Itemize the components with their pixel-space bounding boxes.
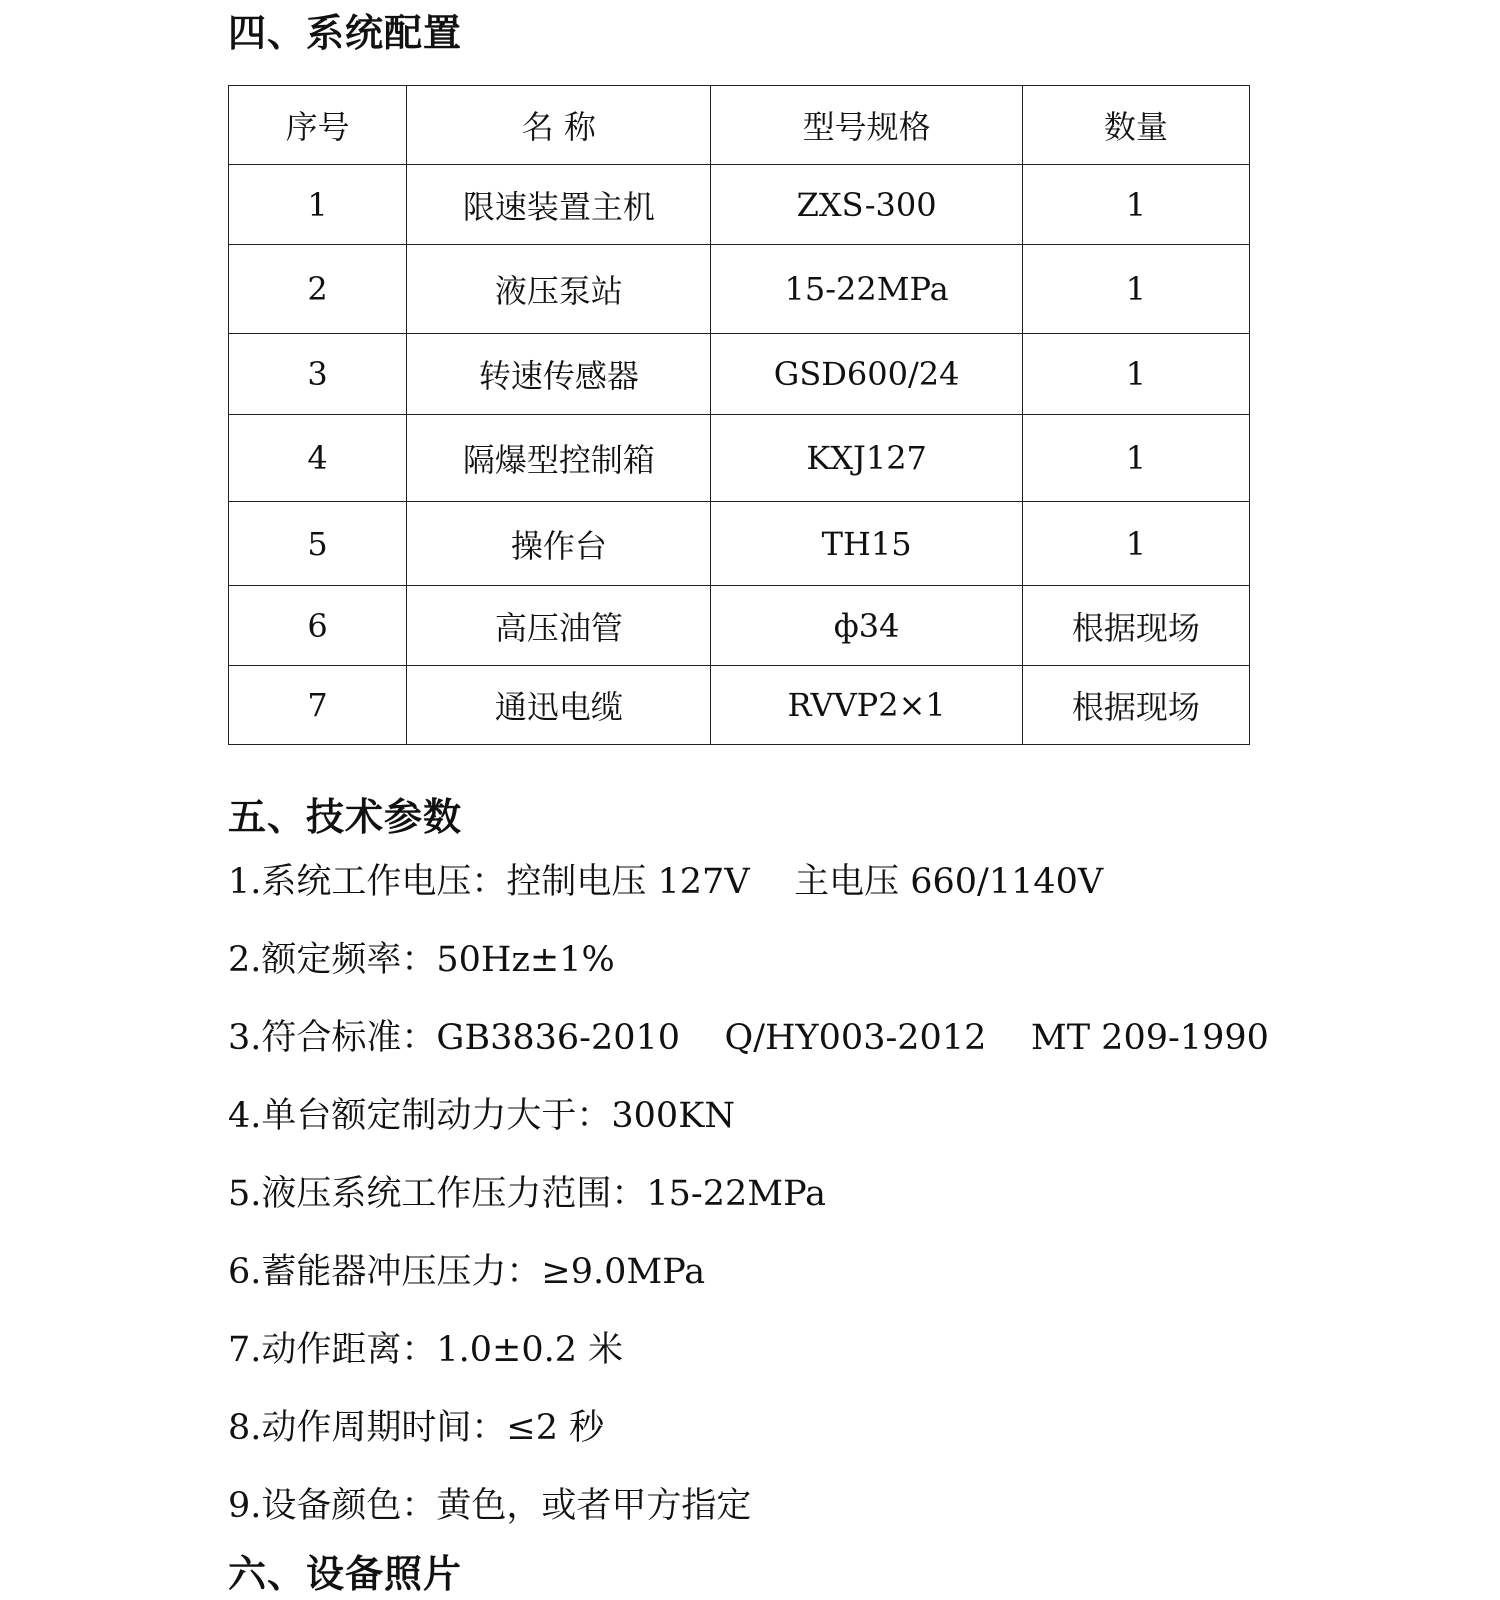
section-title-config: 四、系统配置: [228, 10, 463, 55]
cell-no: 4: [229, 415, 407, 502]
cell-name: 操作台: [407, 502, 711, 586]
header-no: 序号: [229, 86, 407, 165]
config-table: [228, 85, 1250, 745]
header-model: 型号规格: [711, 86, 1022, 165]
cell-qty: 1: [1022, 334, 1249, 415]
param-line: 3.符合标准：GB3836-2010 Q/HY003-2012 MT 209-1990: [228, 1018, 1269, 1058]
cell-qty: 1: [1022, 165, 1249, 245]
table-row: [229, 245, 1250, 334]
table-row: [229, 502, 1250, 586]
cell-name: 转速传感器: [407, 334, 711, 415]
cell-model: 15-22MPa: [711, 245, 1022, 334]
cell-model: RVVP2×1: [711, 666, 1022, 745]
cell-model: KXJ127: [711, 415, 1022, 502]
cell-no: 5: [229, 502, 407, 586]
table-row: [229, 666, 1250, 745]
table-row: [229, 586, 1250, 666]
cell-qty: 根据现场: [1022, 666, 1249, 745]
cell-model: GSD600/24: [711, 334, 1022, 415]
cell-model: ф34: [711, 586, 1022, 666]
section-title-params: 五、技术参数: [228, 794, 463, 839]
cell-no: 1: [229, 165, 407, 245]
cell-qty: 1: [1022, 415, 1249, 502]
cell-name: 通迅电缆: [407, 666, 711, 745]
cell-qty: 1: [1022, 245, 1249, 334]
table-row: [229, 415, 1250, 502]
table-row: [229, 334, 1250, 415]
cell-qty: 根据现场: [1022, 586, 1249, 666]
param-line: 6.蓄能器冲压压力：≥9.0MPa: [228, 1252, 706, 1292]
cell-no: 7: [229, 666, 407, 745]
header-name: 名 称: [407, 86, 711, 165]
cell-name: 高压油管: [407, 586, 711, 666]
header-qty: 数量: [1022, 86, 1249, 165]
table-header-row: [229, 86, 1250, 165]
param-line: 9.设备颜色：黄色，或者甲方指定: [228, 1486, 752, 1526]
cell-model: ZXS-300: [711, 165, 1022, 245]
cell-qty: 1: [1022, 502, 1249, 586]
param-line: 5.液压系统工作压力范围：15-22MPa: [228, 1174, 826, 1214]
cell-no: 3: [229, 334, 407, 415]
param-line: 1.系统工作电压：控制电压 127V 主电压 660/1140V: [228, 862, 1104, 902]
cell-name: 隔爆型控制箱: [407, 415, 711, 502]
param-line: 2.额定频率：50Hz±1%: [228, 940, 615, 980]
cell-no: 2: [229, 245, 407, 334]
param-line: 7.动作距离：1.0±0.2 米: [228, 1330, 624, 1370]
cell-name: 限速装置主机: [407, 165, 711, 245]
cell-model: TH15: [711, 502, 1022, 586]
cell-no: 6: [229, 586, 407, 666]
param-line: 4.单台额定制动力大于：300KN: [228, 1096, 735, 1136]
table-row: [229, 165, 1250, 245]
param-line: 8.动作周期时间：≤2 秒: [228, 1408, 605, 1448]
section-title-photos: 六、设备照片: [228, 1551, 463, 1596]
cell-name: 液压泵站: [407, 245, 711, 334]
